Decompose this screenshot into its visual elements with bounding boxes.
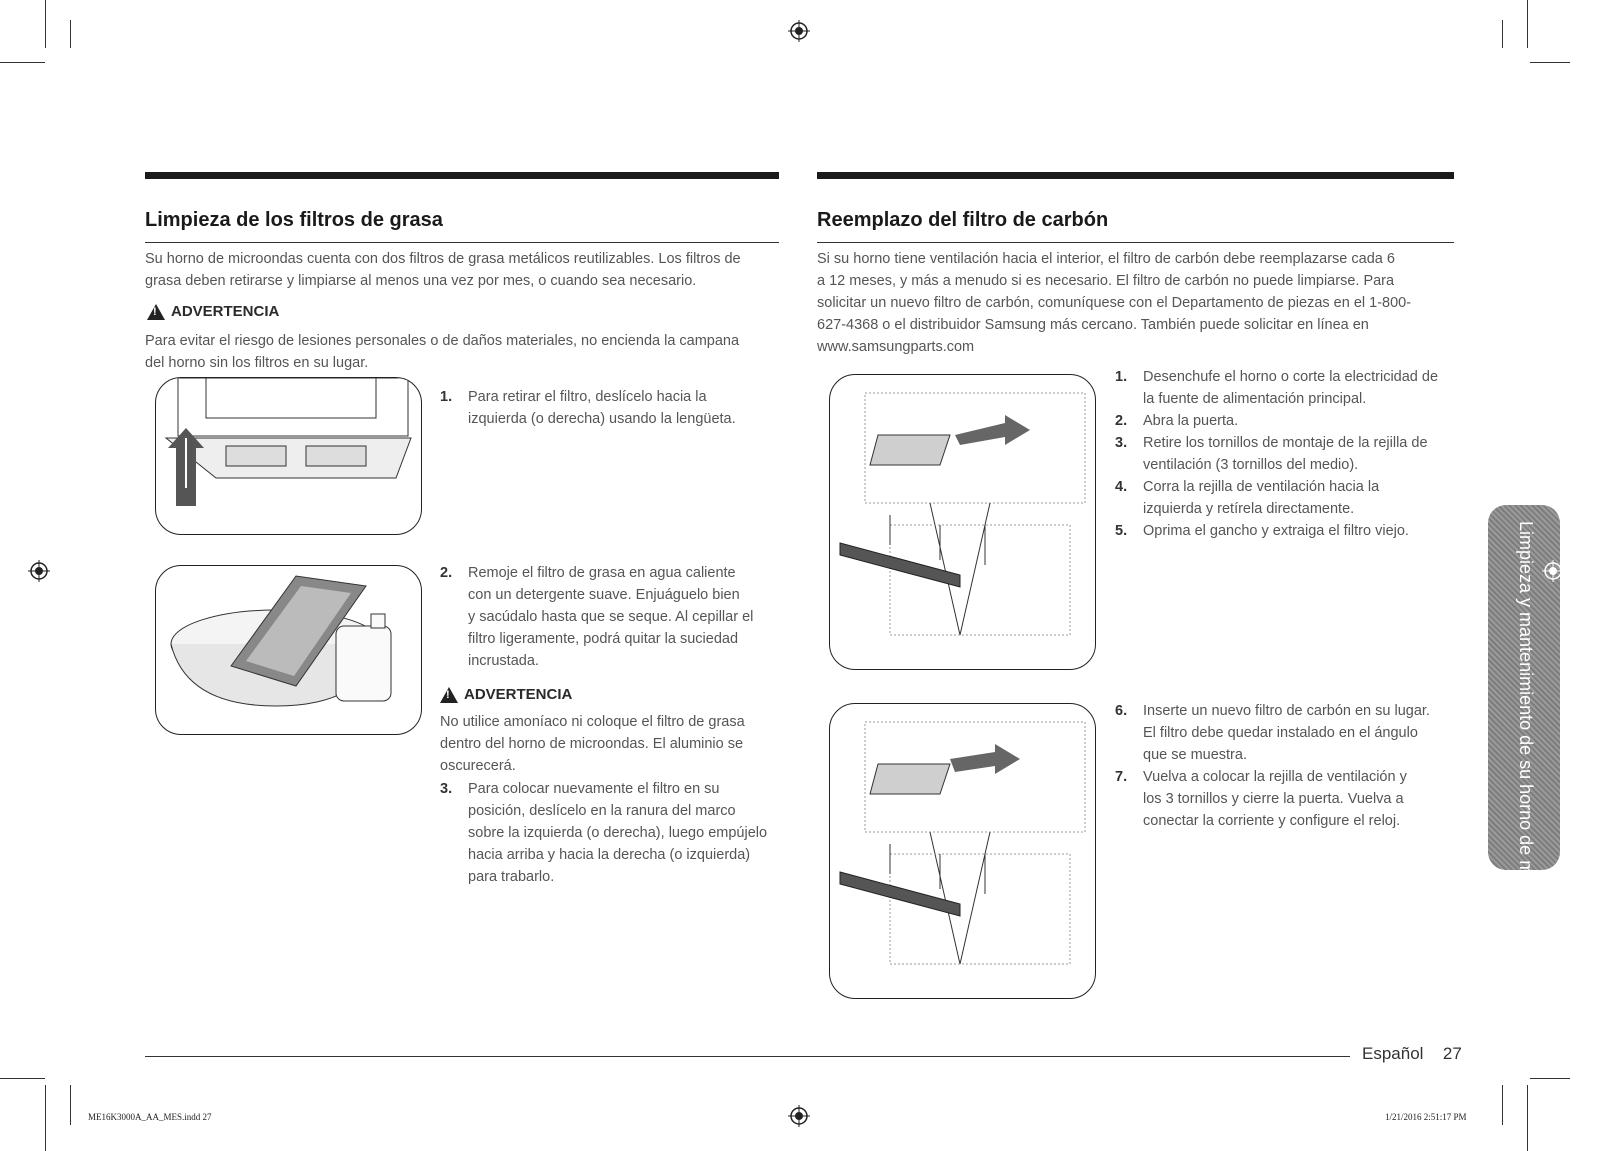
warning-icon <box>147 304 165 320</box>
crop-mark <box>70 20 71 48</box>
page-footer <box>1362 1044 1462 1064</box>
step-4-7: 7. Vuelva a colocar la rejilla de ventilación y los 3 tornillos y cierre la puerta. Vuelva a conectar la corriente y configure el reloj. <box>1115 769 1407 829</box>
warning-heading: ! ADVERTENCIA <box>147 303 279 320</box>
section-title-grease-filters: Limpieza de los filtros de grasa <box>145 209 443 231</box>
registration-mark-icon <box>788 1105 810 1127</box>
registration-mark-icon <box>28 560 50 582</box>
intro-paragraph: Si su horno tiene ventilación hacia el interior, el filtro de carbón debe reemplazarse cada 6 a 12 meses, y más a menudo si es necesario. El filtro de carbón no puede limpiarse. Para solicitar un nuevo filtro de carbón, comuníquese con el Departamento de piezas en el 1-800- 627-4368 o el distribuidor Samsung más cercano. También puede solicitar en línea en www.samsungparts.com <box>817 251 1412 355</box>
illustration-charcoal-removal <box>829 374 1096 670</box>
step-1: 1. Para retirar el filtro, deslícelo hacia la izquierda (o derecha) usando la lengüeta. <box>440 389 736 427</box>
crop-mark <box>70 1085 71 1125</box>
crop-mark <box>0 62 45 63</box>
crop-mark <box>1527 0 1528 48</box>
crop-mark <box>1530 1078 1570 1079</box>
chapter-side-tab-label: Limpieza y mantenimiento de su horno de microondas <box>1516 521 1536 954</box>
step-4-5: 5. Oprima el gancho y extraiga el filtro viejo. <box>1115 523 1409 539</box>
slug-date: 1/21/2016 2:51:17 PM <box>1385 1112 1467 1122</box>
title-rule <box>145 242 779 243</box>
illustration-filter-removal <box>155 377 422 535</box>
step-4-2: 2. Abra la puerta. <box>1115 413 1239 429</box>
warning-icon <box>440 687 458 703</box>
crop-mark <box>0 1078 45 1079</box>
step-3: 3. Para colocar nuevamente el filtro en su posición, deslícelo en la ranura del marco sobre la izquierda (o derecha), luego empújelo hacia arriba y hacia la derecha (o izquierda) para trabarlo. <box>440 781 768 885</box>
step-4-1: 1. Desenchufe el horno o corte la electricidad de la fuente de alimentación principal. <box>1115 369 1439 407</box>
illustration-filter-soaking <box>155 565 422 735</box>
crop-mark <box>45 1085 46 1151</box>
page-number: 27 <box>1442 1044 1462 1063</box>
section-bar-right <box>817 172 1454 179</box>
crop-mark <box>1527 1085 1528 1151</box>
crop-mark <box>45 0 46 48</box>
crop-mark <box>1530 62 1570 63</box>
slug-filename: ME16K3000A_AA_MES.indd 27 <box>88 1112 212 1122</box>
footer-language: Español <box>1362 1044 1424 1063</box>
crop-mark <box>1502 1085 1503 1125</box>
section-bar-left <box>145 172 779 179</box>
step-2: 2. Remoje el filtro de grasa en agua caliente con un detergente suave. Enjuáguelo bien y sacúdalo hasta que se seque. Al cepillar el filtro ligeramente, podrá quitar la suciedad incrustada. <box>440 565 754 669</box>
intro-paragraph: Su horno de microondas cuenta con dos filtros de grasa metálicos reutilizables. Los filtros de grasa deben retirarse y limpiarse al menos una vez por mes, o cuando sea necesario. <box>145 251 741 289</box>
title-rule <box>817 242 1454 243</box>
registration-mark-icon <box>1542 560 1564 582</box>
step-4-4: 4. Corra la rejilla de ventilación hacia la izquierda y retírela directamente. <box>1115 479 1380 517</box>
footer-rule <box>145 1056 1350 1057</box>
warning-text: Para evitar el riesgo de lesiones personales o de daños materiales, no encienda la campana del horno sin los filtros en su lugar. <box>145 333 740 371</box>
section-title-charcoal-filter: Reemplazo del filtro de carbón <box>817 209 1109 231</box>
step-4-3: 3. Retire los tornillos de montaje de la rejilla de ventilación (3 tornillos del medio). <box>1115 435 1428 473</box>
warning-text: No utilice amoníaco ni coloque el filtro de grasa dentro del horno de microondas. El aluminio se oscurecerá. <box>440 714 745 774</box>
registration-mark-icon <box>788 20 810 42</box>
warning-heading: ! ADVERTENCIA <box>440 686 572 703</box>
step-4-6: 6. Inserte un nuevo filtro de carbón en su lugar. El filtro debe quedar instalado en el ángulo que se muestra. <box>1115 703 1430 763</box>
crop-mark <box>1502 20 1503 48</box>
illustration-charcoal-insert <box>829 703 1096 999</box>
